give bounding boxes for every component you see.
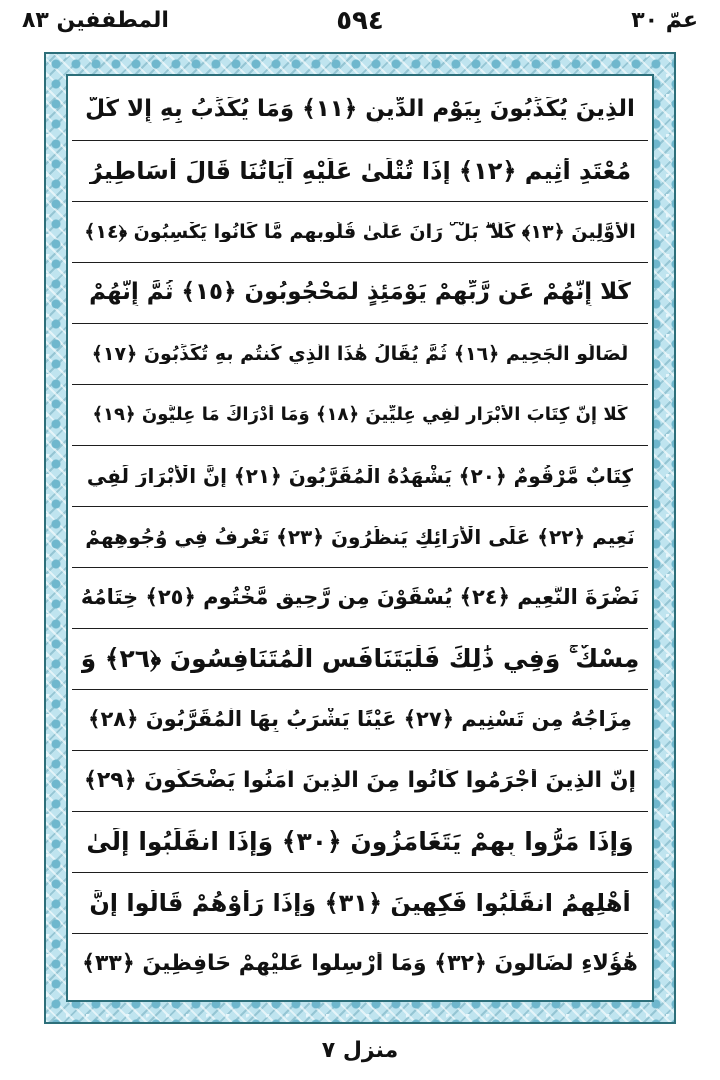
verse-line-14: [72, 873, 648, 934]
verse-line-3: [72, 202, 648, 263]
verse-line-text: نَعِيمٍ ﴿٢٢﴾ عَلَى الْأَرَائِكِ يَنظُرُونَ ﴿٢٣﴾ تَعْرِفُ فِي وُجُوهِهِمْ: [85, 526, 635, 548]
verse-line-text: إِنَّ الَّذِينَ أَجْرَمُوا كَانُوا مِنَ الَّذِينَ آمَنُوا يَضْحَكُونَ ﴿٢٩﴾: [83, 768, 637, 793]
page-header: [0, 0, 720, 50]
verse-line-4: [72, 263, 648, 324]
verse-line-7: [72, 446, 648, 507]
surah-name: المطففين ٨٣: [22, 8, 169, 33]
manzil-label: منزل ٧: [321, 1038, 399, 1063]
page-number: ٥٩٤: [336, 6, 384, 36]
verse-line-text: كَلَّا إِنَّهُمْ عَن رَّبِّهِمْ يَوْمَئِذٍ لَّمَحْجُوبُونَ ﴿١٥﴾ ثُمَّ إِنَّهُمْ: [89, 280, 631, 306]
verse-line-8: [72, 507, 648, 568]
verse-line-9: [72, 568, 648, 629]
juz-label: عمّ ٣٠: [631, 8, 698, 33]
verse-line-6: [72, 385, 648, 446]
verse-line-text: أَهْلِهِمُ انقَلَبُوا فَكِهِينَ ﴿٣١﴾ وَإِذَا رَأَوْهُمْ قَالُوا إِنَّ: [89, 889, 631, 917]
verse-line-text: مِزَاجُهُ مِن تَسْنِيمٍ ﴿٢٧﴾ عَيْنًا يَشْرَبُ بِهَا الْمُقَرَّبُونَ ﴿٢٨﴾: [88, 708, 632, 732]
verse-line-text: لَصَالُو الْجَحِيمِ ﴿١٦﴾ ثُمَّ يُقَالُ هَٰذَا الَّذِي كُنتُم بِهِ تُكَذِّبُونَ ﴿١٧﴾: [91, 343, 629, 365]
verse-line-text: نَضْرَةَ النَّعِيمِ ﴿٢٤﴾ يُسْقَوْنَ مِن رَّحِيقٍ مَّخْتُومٍ ﴿٢٥﴾ خِتَامُهُ: [80, 586, 640, 610]
verse-line-1: [72, 80, 648, 141]
verse-line-11: [72, 690, 648, 751]
verse-line-12: [72, 751, 648, 812]
verse-line-15: [72, 934, 648, 995]
verse-line-text: مُعْتَدٍ أَثِيمٍ ﴿١٢﴾ إِذَا تُتْلَىٰ عَلَيْهِ آيَاتُنَا قَالَ أَسَاطِيرُ: [88, 157, 632, 185]
verse-line-13: [72, 812, 648, 873]
verse-line-text: هَٰؤُلَاءِ لَضَالُّونَ ﴿٣٢﴾ وَمَا أُرْسِلُوا عَلَيْهِمْ حَافِظِينَ ﴿٣٣﴾: [82, 952, 638, 977]
verse-lines: [72, 80, 648, 996]
verse-line-text: الْأَوَّلِينَ ﴿١٣﴾ كَلَّا ۖ بَلْ ۜ رَانَ عَلَىٰ قُلُوبِهِم مَّا كَانُوا يَكْسِبُونَ ﴿١٤﴾: [84, 221, 636, 243]
verse-line-text: كِتَابٌ مَّرْقُومٌ ﴿٢٠﴾ يَشْهَدُهُ الْمُقَرَّبُونَ ﴿٢١﴾ إِنَّ الْأَبْرَارَ لَفِي: [86, 465, 634, 487]
verse-line-5: [72, 324, 648, 385]
verse-line-text: وَإِذَا مَرُّوا بِهِمْ يَتَغَامَزُونَ ﴿٣٠﴾ وَإِذَا انقَلَبُوا إِلَىٰ: [86, 828, 634, 856]
verse-line-text: الَّذِينَ يُكَذِّبُونَ بِيَوْمِ الدِّينِ ﴿١١﴾ وَمَا يُكَذِّبُ بِهِ إِلَّا كُلُّ: [85, 97, 635, 123]
verse-line-2: [72, 141, 648, 202]
verse-line-10: [72, 629, 648, 690]
verse-line-text: كَلَّا إِنَّ كِتَابَ الْأَبْرَارِ لَفِي عِلِّيِّينَ ﴿١٨﴾ وَمَا أَدْرَاكَ مَا عِلِّيُّونَ ﴿١٩﴾: [92, 405, 628, 425]
verse-line-text: مِسْكٌ ۚ وَفِي ذَٰلِكَ فَلْيَتَنَافَسِ الْمُتَنَافِسُونَ ﴿٢٦﴾ وَ: [80, 645, 640, 673]
